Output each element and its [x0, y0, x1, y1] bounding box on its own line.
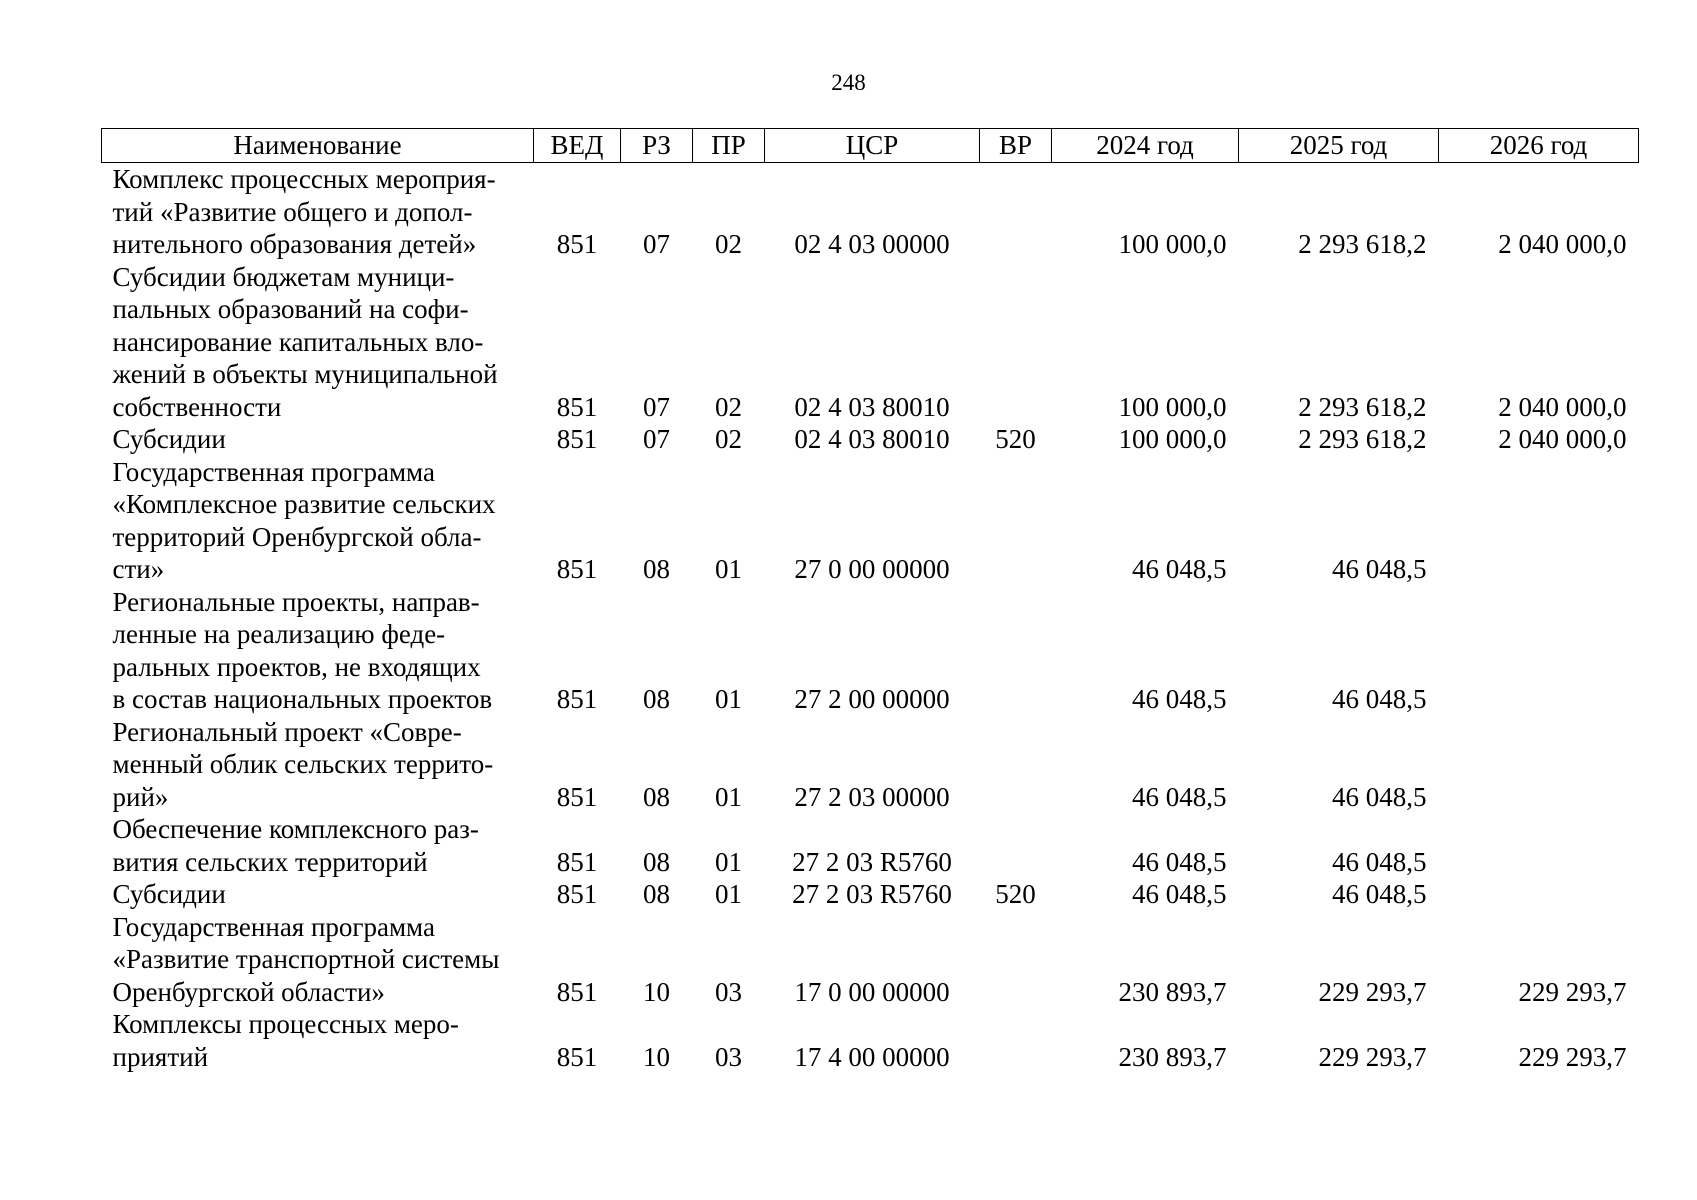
cell-2025: 46 048,5 [1332, 846, 1427, 877]
table-row [102, 911, 1639, 1009]
cell-pr: 02 [715, 229, 742, 259]
cell-2024: 230 893,7 [1118, 976, 1227, 1007]
cell-name [102, 911, 534, 1009]
header-vr: ВР [980, 129, 1052, 163]
cell-ved: 851 [556, 846, 598, 877]
name-line: Оренбургской области» [112, 976, 385, 1007]
cell-rz: 07 [643, 391, 670, 422]
header-name: Наименование [102, 129, 534, 163]
cell-pr: 01 [715, 846, 742, 877]
cell-ved: 851 [556, 554, 598, 584]
cell-name [102, 1008, 534, 1073]
cell-2025: 229 293,7 [1318, 1041, 1427, 1072]
cell-csr: 27 2 03 00000 [794, 781, 950, 812]
cell-2024: 46 048,5 [1132, 879, 1227, 909]
cell-name [102, 163, 534, 261]
cell-ved: 851 [556, 1041, 598, 1072]
name-line: менный облик сельских террито- [112, 749, 494, 779]
cell-2025: 46 048,5 [1332, 879, 1427, 909]
name-line: нительного образования детей» [112, 229, 477, 259]
cell-rz: 08 [643, 554, 670, 584]
cell-2026: 2 040 000,0 [1498, 391, 1627, 422]
table-row [102, 813, 1639, 878]
cell-vr [980, 456, 1052, 586]
name-line: территорий Оренбургской обла- [112, 521, 482, 552]
cell-rz: 08 [643, 684, 670, 714]
cell-2025: 46 048,5 [1332, 554, 1427, 584]
table-row [102, 261, 1639, 424]
cell-name [102, 261, 534, 424]
cell-pr: 02 [715, 391, 742, 422]
cell-2025: 2 293 618,2 [1298, 229, 1427, 259]
cell-ved: 851 [556, 424, 598, 454]
cell-2026: 2 040 000,0 [1498, 229, 1627, 259]
cell-2026 [1439, 878, 1639, 911]
cell-2024: 46 048,5 [1132, 781, 1227, 812]
cell-2026: 229 293,7 [1518, 1041, 1627, 1072]
cell-2024: 46 048,5 [1132, 684, 1227, 714]
page-number: 248 [831, 70, 866, 95]
cell-csr: 02 4 03 00000 [794, 229, 950, 259]
cell-ved: 851 [556, 391, 598, 422]
cell-2026: 229 293,7 [1518, 976, 1627, 1007]
cell-pr: 01 [715, 879, 742, 909]
name-line: вития сельских территорий [112, 846, 428, 877]
cell-ved: 851 [556, 976, 598, 1007]
name-line: пальных образований на софи- [112, 294, 469, 324]
cell-pr: 02 [715, 424, 742, 454]
cell-rz: 07 [643, 424, 670, 454]
name-line: нансирование капитальных вло- [112, 326, 484, 357]
name-line: Государственная программа [112, 911, 435, 942]
cell-pr: 03 [715, 976, 742, 1007]
cell-2025: 46 048,5 [1332, 684, 1427, 714]
cell-vr [980, 716, 1052, 814]
table-row [102, 456, 1639, 586]
cell-ved: 851 [556, 781, 598, 812]
cell-vr [980, 813, 1052, 878]
name-line: в состав национальных проектов [112, 684, 493, 714]
cell-2025: 2 293 618,2 [1298, 424, 1427, 454]
budget-table [101, 128, 1639, 1073]
header-2026: 2026 год [1439, 129, 1639, 163]
table-row [102, 878, 1639, 911]
cell-rz: 08 [643, 846, 670, 877]
name-line: сти» [112, 554, 165, 584]
name-line: Комплексы процессных меро- [112, 1009, 459, 1039]
cell-rz: 10 [643, 976, 670, 1007]
cell-2024: 46 048,5 [1132, 554, 1227, 584]
table-body [102, 163, 1639, 1074]
header-csr: ЦСР [765, 129, 980, 163]
table-row [102, 163, 1639, 261]
cell-name [102, 716, 534, 814]
cell-csr: 27 2 00 00000 [794, 684, 950, 714]
cell-pr: 03 [715, 1041, 742, 1072]
table-row [102, 586, 1639, 716]
cell-2026 [1439, 716, 1639, 814]
name-line: собственности [112, 391, 282, 422]
header-rz: РЗ [621, 129, 693, 163]
table-row [102, 423, 1639, 456]
cell-2024: 46 048,5 [1132, 846, 1227, 877]
name-line: Региональный проект «Совре- [112, 716, 462, 747]
cell-2024: 100 000,0 [1118, 229, 1227, 259]
name-line: Комплекс процессных мероприя- [112, 164, 496, 194]
cell-csr: 02 4 03 80010 [794, 391, 950, 422]
cell-name [102, 586, 534, 716]
cell-2025: 229 293,7 [1318, 976, 1427, 1007]
cell-2026: 2 040 000,0 [1498, 424, 1627, 454]
cell-rz: 10 [643, 1041, 670, 1072]
name-line: ленные на реализацию феде- [112, 619, 446, 649]
header-ved: ВЕД [534, 129, 621, 163]
cell-ved: 851 [556, 229, 598, 259]
cell-2026 [1439, 456, 1639, 586]
cell-name [102, 423, 534, 456]
name-line: ральных проектов, не входящих [112, 651, 481, 682]
cell-ved: 851 [556, 879, 598, 909]
cell-2024: 100 000,0 [1118, 391, 1227, 422]
header-pr: ПР [693, 129, 765, 163]
name-line: тий «Развитие общего и допол- [112, 196, 473, 227]
name-line: Региональные проекты, направ- [112, 586, 480, 617]
name-line: Субсидии [112, 879, 226, 909]
cell-rz: 08 [643, 879, 670, 909]
cell-csr: 27 2 03 R5760 [792, 879, 952, 909]
cell-2024: 100 000,0 [1118, 424, 1227, 454]
cell-csr: 17 4 00 00000 [794, 1041, 950, 1072]
cell-vr [980, 163, 1052, 261]
header-2025: 2025 год [1239, 129, 1439, 163]
cell-2024: 230 893,7 [1118, 1041, 1227, 1072]
cell-vr [980, 261, 1052, 424]
cell-csr: 02 4 03 80010 [794, 424, 950, 454]
cell-rz: 08 [643, 781, 670, 812]
cell-2025: 2 293 618,2 [1298, 391, 1427, 422]
cell-rz: 07 [643, 229, 670, 259]
name-line: приятий [112, 1041, 209, 1072]
cell-vr [980, 586, 1052, 716]
cell-name [102, 456, 534, 586]
cell-vr: 520 [995, 879, 1036, 909]
name-line: Обеспечение комплексного раз- [112, 814, 479, 844]
table-row [102, 716, 1639, 814]
name-line: Субсидии бюджетам муници- [112, 261, 455, 292]
name-line: «Комплексное развитие сельских [112, 489, 496, 519]
cell-csr: 27 0 00 00000 [794, 554, 950, 584]
cell-name [102, 878, 534, 911]
table-row [102, 1008, 1639, 1073]
cell-pr: 01 [715, 781, 742, 812]
name-line: Субсидии [112, 424, 226, 454]
header-2024: 2024 год [1052, 129, 1239, 163]
cell-csr: 27 2 03 R5760 [792, 846, 952, 877]
cell-name [102, 813, 534, 878]
cell-csr: 17 0 00 00000 [794, 976, 950, 1007]
cell-2025: 46 048,5 [1332, 781, 1427, 812]
cell-vr [980, 911, 1052, 1009]
name-line: Государственная программа [112, 456, 435, 487]
cell-vr [980, 1008, 1052, 1073]
name-line: жений в объекты муниципальной [112, 359, 498, 389]
cell-pr: 01 [715, 684, 742, 714]
cell-vr: 520 [995, 424, 1036, 454]
cell-2026 [1439, 586, 1639, 716]
cell-pr: 01 [715, 554, 742, 584]
name-line: рий» [112, 781, 169, 812]
cell-2026 [1439, 813, 1639, 878]
name-line: «Развитие транспортной системы [112, 944, 500, 974]
table-header-row [102, 129, 1639, 163]
cell-ved: 851 [556, 684, 598, 714]
